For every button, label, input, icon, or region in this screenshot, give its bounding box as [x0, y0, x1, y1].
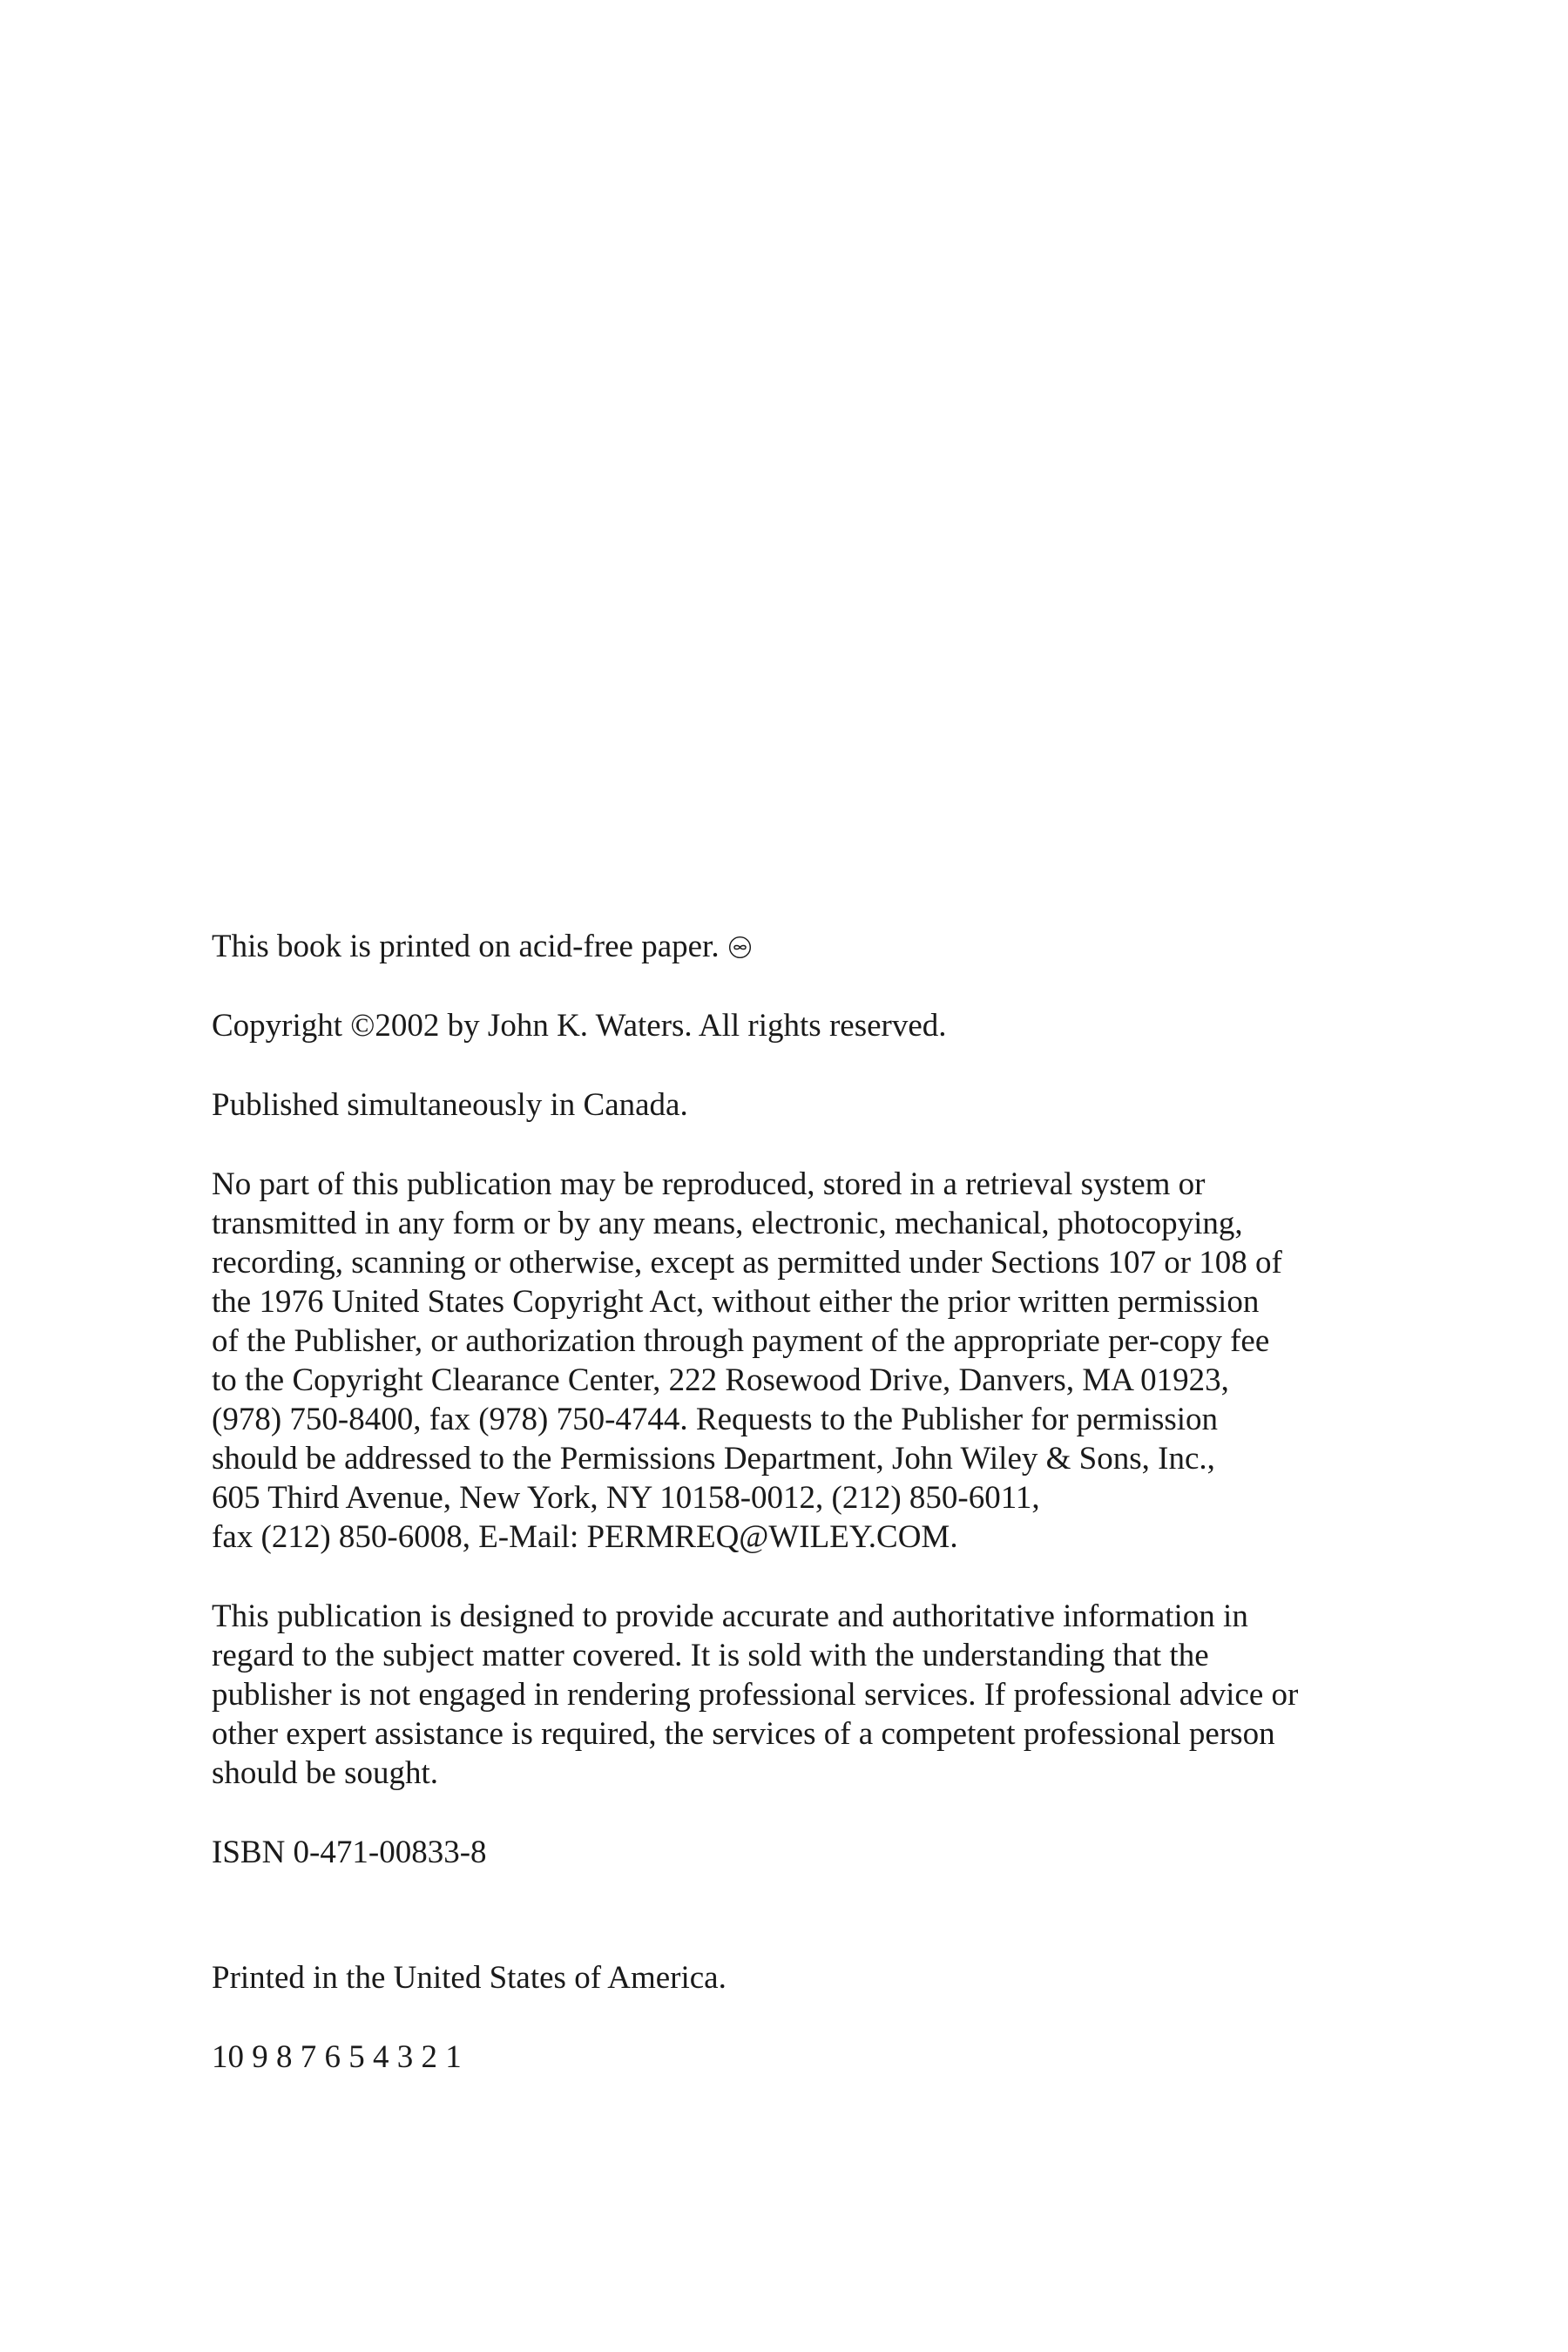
- permissions-line: 605 Third Avenue, New York, NY 10158-0012, (212) 850-6011,: [212, 1480, 1040, 1516]
- permissions-line: No part of this publication may be reproduced, stored in a retrieval system or: [212, 1166, 1206, 1202]
- permissions-line: recording, scanning or otherwise, except as permitted under Sections 107 or 108 of: [212, 1245, 1282, 1281]
- disclaimer-line: other expert assistance is required, the services of a competent professional person: [212, 1716, 1275, 1752]
- permissions-line: transmitted in any form or by any means, electronic, mechanical, photocopying,: [212, 1206, 1243, 1241]
- permissions-paragraph: [212, 1165, 1379, 1557]
- permissions-line: (978) 750-8400, fax (978) 750-4744. Requests to the Publisher for permission: [212, 1402, 1219, 1437]
- disclaimer-paragraph: [212, 1597, 1379, 1793]
- permissions-line: of the Publisher, or authorization through payment of the appropriate per-copy fee: [212, 1323, 1270, 1359]
- permissions-line: fax (212) 850-6008, E-Mail: PERMREQ@WILEY.COM.: [212, 1519, 958, 1555]
- copyright-text-block: [212, 927, 1379, 2077]
- permissions-line: should be addressed to the Permissions Department, John Wiley & Sons, Inc.,: [212, 1441, 1215, 1477]
- disclaimer-line: This publication is designed to provide accurate and authoritative information in: [212, 1598, 1248, 1634]
- canada-notice: Published simultaneously in Canada.: [212, 1087, 688, 1123]
- disclaimer-line: regard to the subject matter covered. It is sold with the understanding that the: [212, 1638, 1209, 1673]
- printing-line: 10 9 8 7 6 5 4 3 2 1: [212, 2039, 462, 2075]
- copyright-notice: Copyright ©2002 by John K. Waters. All rights reserved.: [212, 1008, 947, 1044]
- acid-free-statement: This book is printed on acid-free paper.: [212, 927, 1379, 966]
- permissions-line: to the Copyright Clearance Center, 222 Rosewood Drive, Danvers, MA 01923,: [212, 1362, 1229, 1398]
- infinity-circle-icon: [728, 936, 752, 959]
- isbn: ISBN 0-471-00833-8: [212, 1835, 487, 1870]
- disclaimer-line: publisher is not engaged in rendering professional services. If professional advice or: [212, 1677, 1299, 1713]
- printed-in-notice: Printed in the United States of America.: [212, 1960, 727, 1996]
- disclaimer-line: should be sought.: [212, 1755, 439, 1791]
- permissions-line: the 1976 United States Copyright Act, without either the prior written permission: [212, 1284, 1260, 1320]
